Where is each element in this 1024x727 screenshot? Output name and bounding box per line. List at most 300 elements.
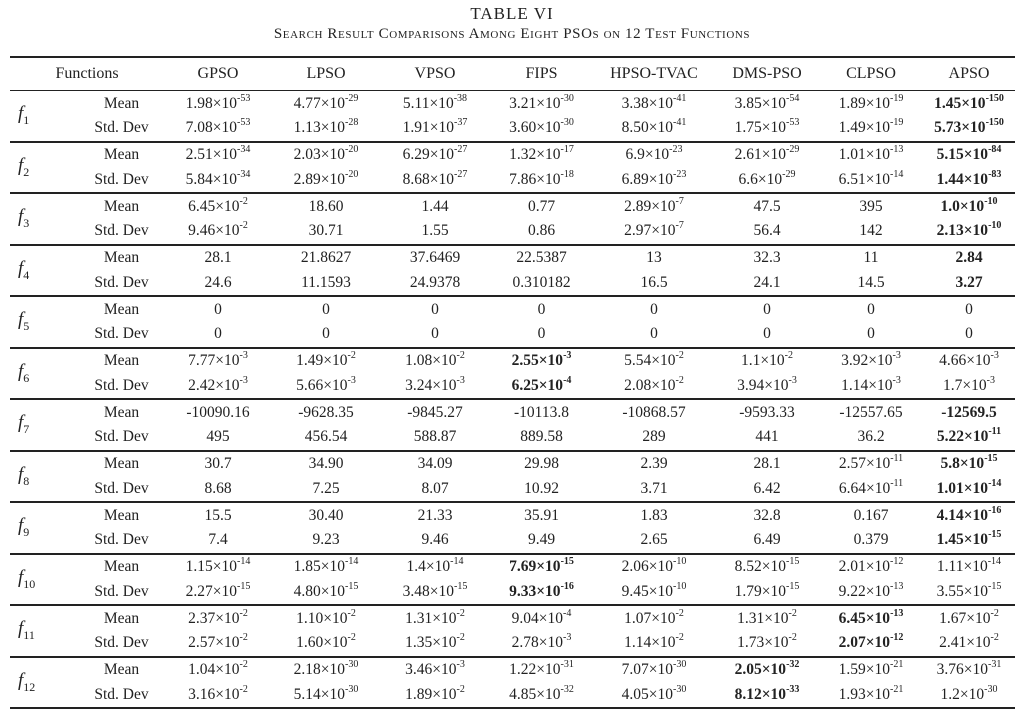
value-exponent: -12 [890,632,904,644]
value-mantissa: 3.16×10 [188,685,240,703]
value-mantissa: 30.7 [204,455,232,472]
function-group [10,554,1015,606]
value-cell [923,425,1015,451]
value-cell [380,425,490,451]
value-mantissa: 0 [965,325,973,343]
value-mantissa: 3.92×10 [841,352,893,369]
value-cell [923,580,1015,606]
value-cell [164,528,272,554]
value-exponent: -83 [988,168,1002,180]
value-mantissa: 13 [646,249,662,266]
value-cell [272,271,380,297]
value-mantissa: 6.89×10 [621,170,674,188]
value-exponent: -20 [345,168,359,180]
value-cell [272,322,380,348]
value-mantissa: -10090.16 [186,403,250,421]
value-cell [380,91,490,117]
value-cell [272,193,380,219]
value-exponent: -3 [892,350,901,361]
value-mantissa: 3.27 [955,273,983,291]
value-cell [819,451,923,477]
value-mantissa: 1.01×10 [936,479,989,497]
value-cell [923,554,1015,580]
value-mantissa: 1.85×10 [293,558,346,575]
value-cell [923,348,1015,374]
header-dms-pso: DMS-PSO [715,57,819,91]
function-name: f [18,309,24,331]
stat-label: Mean [103,455,140,472]
value-exponent: -3 [456,659,465,670]
value-exponent: -150 [985,117,1004,129]
value-exponent: -20 [345,144,359,155]
value-cell [593,502,715,528]
header-row [10,57,1015,91]
value-mantissa: 9.46×10 [188,222,240,240]
value-mantissa: -12569.5 [941,403,997,421]
value-cell [715,374,819,400]
value-mantissa: 1.0×10 [940,197,985,215]
value-cell [715,631,819,657]
value-cell [490,477,593,503]
value-cell [715,683,819,709]
value-mantissa: 7.25 [312,479,340,497]
function-name: f [18,669,24,691]
function-name: f [18,463,24,485]
value-cell [593,374,715,400]
value-exponent: -27 [454,144,468,155]
value-cell [593,348,715,374]
value-cell [164,477,272,503]
value-mantissa: -10868.57 [622,403,686,421]
value-mantissa: 1.07×10 [624,609,676,627]
function-label [10,554,69,606]
value-mantissa: 1.2×10 [940,685,985,703]
function-label [10,245,69,297]
value-mantissa: 3.60×10 [509,119,561,137]
value-cell [490,605,593,631]
function-index: 5 [23,319,30,334]
value-mantissa: 6.25×10 [511,376,564,394]
value-exponent: -3 [986,374,995,386]
value-mantissa: 0 [431,300,439,318]
value-mantissa: 0 [537,300,546,318]
table-row [10,657,1015,683]
value-mantissa: 5.14×10 [293,685,346,703]
value-exponent: -16 [988,504,1002,516]
value-cell [380,245,490,271]
function-index: 7 [23,422,30,437]
value-mantissa: 8.07 [421,479,449,497]
function-index: 11 [23,628,35,643]
value-mantissa: 0.77 [527,197,556,215]
value-exponent: -21 [890,683,904,695]
value-cell [923,245,1015,271]
value-mantissa: 1.55 [421,222,449,240]
value-cell [593,425,715,451]
value-cell [272,631,380,657]
value-cell [164,116,272,142]
table-row [10,502,1015,528]
value-cell [490,116,593,142]
value-cell [819,116,923,142]
value-exponent: -53 [237,117,251,129]
value-exponent: -15 [454,580,468,592]
value-cell [272,399,380,425]
value-cell [272,168,380,194]
value-mantissa: 1.44 [421,197,449,215]
value-exponent: -2 [347,607,356,619]
value-exponent: -2 [784,350,793,361]
value-cell [490,399,593,425]
value-cell [819,425,923,451]
function-name: f [18,154,24,176]
value-cell [923,683,1015,709]
value-mantissa: 0 [763,325,771,343]
function-label [10,348,69,400]
value-exponent: -38 [453,92,468,104]
value-mantissa: 2.51×10 [185,146,238,163]
value-mantissa: 3.71 [640,479,668,497]
value-exponent: -2 [239,195,248,207]
value-exponent: -14 [987,556,1002,567]
value-exponent: -31 [560,659,574,670]
value-mantissa: 2.06×10 [621,558,674,575]
value-cell [272,605,380,631]
value-exponent: -2 [788,632,797,644]
value-mantissa: 15.5 [204,506,232,524]
value-mantissa: 29.98 [524,455,559,472]
value-cell [819,657,923,683]
header-apso: APSO [923,57,1015,91]
value-cell [819,631,923,657]
value-mantissa: 142 [859,222,883,240]
value-exponent: -2 [347,632,356,644]
value-cell [715,657,819,683]
value-exponent: -15 [237,580,251,592]
value-mantissa: 5.73×10 [934,119,986,137]
value-cell [715,554,819,580]
value-exponent: -29 [345,92,359,104]
value-mantissa: 1.14×10 [841,376,893,394]
value-cell [490,296,593,322]
value-cell [593,91,715,117]
value-cell [819,296,923,322]
value-exponent: -12 [890,556,904,567]
value-cell [715,271,819,297]
table-row [10,116,1015,142]
value-mantissa: 0 [867,325,875,343]
value-exponent: -3 [456,374,465,386]
value-mantissa: 28.1 [753,455,781,472]
value-mantissa: 4.77×10 [293,94,346,112]
table-row [10,425,1015,451]
stat-label: Std. Dev [94,376,149,394]
value-cell [490,168,593,194]
value-cell [593,271,715,297]
value-exponent: -30 [345,659,359,670]
value-cell [380,657,490,683]
value-exponent: -30 [673,659,687,670]
value-cell [923,219,1015,245]
results-table [10,56,1015,709]
value-mantissa: 2.13×10 [936,222,989,240]
value-cell [164,683,272,709]
value-mantissa: 6.29×10 [402,146,455,163]
value-cell [593,219,715,245]
value-exponent: -2 [239,659,248,670]
value-mantissa: 0 [214,300,222,318]
table-title: Search Result Comparisons Among Eight PSOs on 12 Test Functions [273,26,751,42]
value-cell [819,554,923,580]
value-mantissa: 2.03×10 [293,146,346,163]
value-mantissa: 2.42×10 [188,376,240,394]
value-cell [593,605,715,631]
value-cell [923,91,1015,117]
value-cell [164,631,272,657]
stat-label: Std. Dev [94,634,149,652]
value-mantissa: 5.11×10 [402,94,454,112]
function-group [10,399,1015,451]
value-cell [490,142,593,168]
value-cell [164,168,272,194]
value-mantissa: 441 [755,428,779,446]
value-cell [490,554,593,580]
value-cell [272,425,380,451]
function-name: f [18,360,24,382]
value-cell [593,168,715,194]
value-mantissa: 37.6469 [409,249,461,266]
value-cell [923,296,1015,322]
value-cell [593,451,715,477]
value-cell [819,245,923,271]
value-mantissa: 7.77×10 [188,352,240,369]
value-exponent: -29 [782,168,796,180]
value-cell [164,605,272,631]
value-mantissa: 16.5 [640,273,668,291]
value-exponent: -14 [237,556,251,567]
value-cell [819,528,923,554]
value-exponent: -4 [563,607,572,619]
value-cell [164,271,272,297]
value-mantissa: 2.84 [955,249,983,266]
value-mantissa: 1.44×10 [936,170,989,188]
value-cell [593,322,715,348]
value-exponent: -15 [988,529,1002,541]
value-exponent: -10 [984,195,998,207]
value-cell [819,271,923,297]
header-gpso: GPSO [164,57,272,91]
value-cell [715,245,819,271]
value-mantissa: 0 [763,300,771,318]
value-exponent: -3 [239,350,248,361]
value-cell [715,168,819,194]
value-exponent: -13 [890,144,904,155]
value-mantissa: 6.42 [753,479,781,497]
value-cell [380,683,490,709]
value-cell [490,374,593,400]
value-exponent: -15 [984,453,998,464]
value-cell [490,580,593,606]
value-cell [380,219,490,245]
table-row [10,554,1015,580]
value-mantissa: 9.23 [312,531,340,549]
value-mantissa: 24.6 [204,273,232,291]
value-mantissa: 2.27×10 [185,582,238,600]
function-index: 12 [23,679,36,694]
value-mantissa: 1.89×10 [838,94,891,112]
header-lpso: LPSO [272,57,380,91]
value-cell [272,142,380,168]
value-exponent: -14 [450,556,464,567]
function-name: f [18,257,24,279]
value-mantissa: 14.5 [857,273,885,291]
function-name: f [18,412,24,434]
value-exponent: -54 [786,92,800,104]
value-cell [380,631,490,657]
stat-label: Std. Dev [94,222,149,240]
table-row [10,605,1015,631]
value-mantissa: 0.86 [527,222,556,240]
value-mantissa: 21.33 [417,506,453,524]
value-exponent: -19 [890,117,904,129]
value-mantissa: 1.45×10 [934,94,986,112]
table-row [10,322,1015,348]
value-mantissa: 1.31×10 [405,609,457,627]
value-mantissa: 2.41×10 [939,634,991,652]
value-cell [164,502,272,528]
value-mantissa: 1.31×10 [737,609,789,627]
value-exponent: -14 [988,477,1002,489]
value-cell [272,91,380,117]
table-row [10,219,1015,245]
table-row [10,399,1015,425]
table-caption [0,4,1024,44]
value-exponent: -2 [990,632,999,644]
value-cell [819,322,923,348]
stat-label: Mean [103,403,140,421]
value-mantissa: 0 [431,325,439,343]
value-mantissa: 395 [859,197,883,215]
value-exponent: -30 [560,117,574,129]
value-cell [923,271,1015,297]
value-mantissa: 7.07×10 [621,661,674,678]
value-mantissa: 6.9×10 [625,146,670,163]
value-cell [819,477,923,503]
value-mantissa: 5.66×10 [296,376,348,394]
value-mantissa: 0 [650,300,658,318]
value-mantissa: 1.60×10 [296,634,348,652]
function-label [10,399,69,451]
value-mantissa: 24.1 [753,273,781,291]
value-exponent: -30 [984,683,998,695]
value-cell [593,477,715,503]
value-mantissa: 0 [322,300,330,318]
value-cell [819,502,923,528]
value-exponent: -3 [563,350,572,361]
value-cell [164,374,272,400]
value-exponent: -28 [345,117,359,129]
value-cell [164,142,272,168]
value-mantissa: 1.67×10 [939,609,991,627]
value-mantissa: 8.52×10 [734,558,787,575]
function-index: 6 [23,370,30,385]
table-row [10,374,1015,400]
value-mantissa: 1.59×10 [838,661,891,678]
value-cell [272,477,380,503]
function-index: 10 [23,576,36,591]
function-group [10,142,1015,194]
value-mantissa: 0 [214,325,222,343]
value-exponent: -30 [560,92,574,104]
value-cell [593,528,715,554]
value-mantissa: 5.15×10 [936,146,989,163]
value-cell [380,116,490,142]
stat-label: Std. Dev [94,325,149,343]
value-cell [272,528,380,554]
stat-label: Mean [103,249,140,266]
value-mantissa: 456.54 [304,428,348,446]
value-mantissa: 10.92 [524,479,559,497]
value-cell [593,142,715,168]
table-row [10,245,1015,271]
stat-label: Mean [103,197,140,215]
value-cell [715,502,819,528]
value-mantissa: 35.91 [524,506,559,524]
value-mantissa: 7.86×10 [509,170,561,188]
value-mantissa: 2.61×10 [734,146,787,163]
value-cell [380,502,490,528]
value-exponent: -34 [237,168,251,180]
value-cell [164,451,272,477]
value-mantissa: 0 [322,325,330,343]
value-mantissa: 1.75×10 [734,119,787,137]
value-exponent: -2 [239,683,248,695]
value-mantissa: 1.14×10 [624,634,676,652]
function-group [10,502,1015,554]
value-mantissa: 2.57×10 [838,455,891,472]
value-exponent: -30 [345,683,359,695]
value-exponent: -13 [890,580,904,592]
value-exponent: -2 [788,607,797,619]
value-exponent: -3 [563,632,572,644]
value-mantissa: 47.5 [753,197,781,215]
value-cell [819,168,923,194]
value-mantissa: 2.39 [640,455,668,472]
value-mantissa: 1.45×10 [936,531,989,549]
value-mantissa: 32.3 [753,249,781,266]
value-cell [490,657,593,683]
function-name: f [18,515,24,537]
stat-label: Mean [103,352,140,369]
value-mantissa: 1.04×10 [188,661,240,678]
function-index: 2 [23,164,30,179]
value-exponent: -31 [988,659,1002,670]
value-mantissa: 4.66×10 [939,352,991,369]
value-exponent: -15 [560,556,574,567]
value-cell [715,605,819,631]
value-cell [923,116,1015,142]
value-cell [715,528,819,554]
value-cell [164,554,272,580]
value-mantissa: 18.60 [308,197,344,215]
stat-label: Mean [103,609,140,627]
value-exponent: -11 [890,453,904,464]
value-mantissa: 1.13×10 [293,119,346,137]
value-cell [819,142,923,168]
value-mantissa: 9.04×10 [511,609,564,627]
value-cell [715,451,819,477]
value-mantissa: 5.84×10 [185,170,238,188]
